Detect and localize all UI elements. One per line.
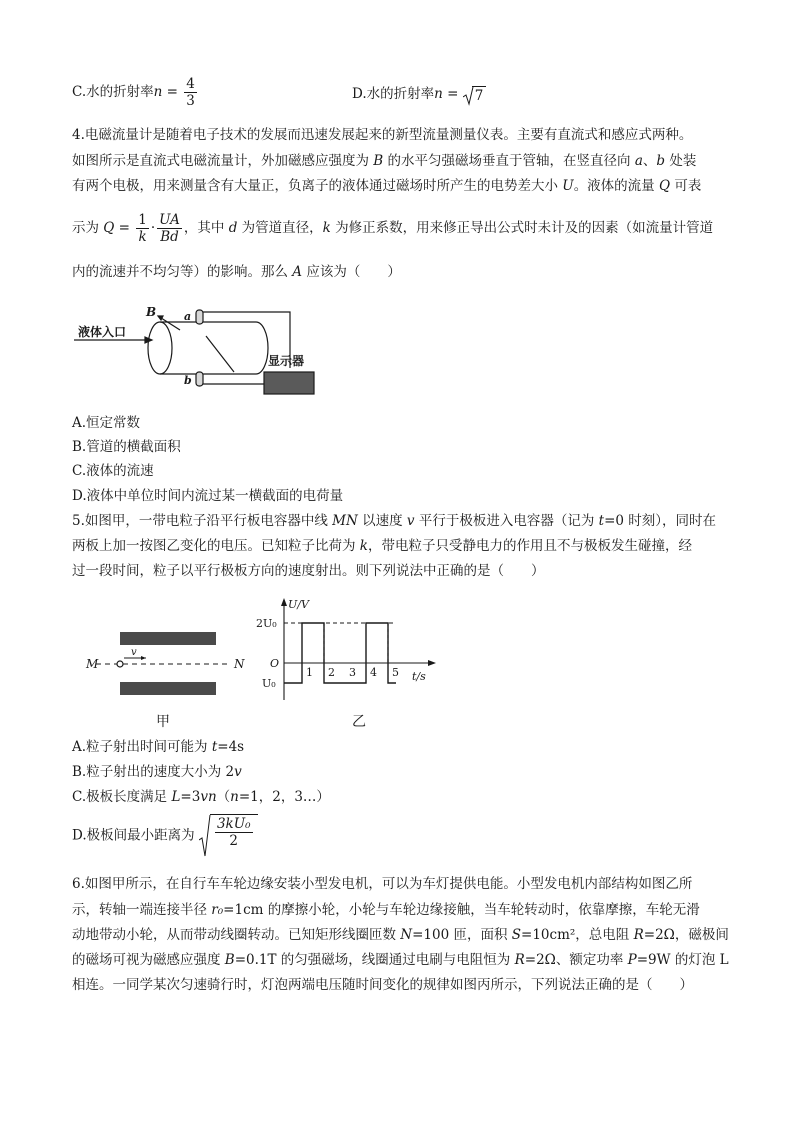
q4-line-2: 如图所示是直流式电磁流量计，外加磁感应强度为 B 的水平匀强磁场垂直于管轴，在竖直径向 a、b 处装	[72, 153, 697, 169]
q6-line-5: 相连。一同学某次匀速骑行时，灯泡两端电压随时间变化的规律如图丙所示，下列说法正确的是（ ）	[72, 977, 693, 993]
q4-line-4: 示为 Q = $\frac{1}{k}$ · $\frac{UA}{Bd}$ ，其中 d 为管道直径，k 为修正系数，用来修正导出公式时未计及的因素（如流量计管道	[72, 212, 714, 245]
q5-option-c: C.极板长度满足 L=3vn（n=1，2，3…）	[72, 789, 330, 805]
pipe-diagonal	[206, 336, 234, 372]
sqrt-3kU0-over-2: $\frac{\text{3kU₀}}{2}$	[199, 814, 258, 858]
tick-label-2: 2	[328, 666, 335, 679]
label-jia: 甲	[156, 714, 170, 728]
tick-label-1: 1	[306, 666, 313, 679]
sqrt-7: 7	[463, 86, 487, 104]
q6-line-4: 的磁场可视为磁感应强度 B=0.1T 的匀强磁场，线圈通过电刷与电阻恒为 R=2Ω、额定功率 P=9W 的灯泡 L	[72, 952, 729, 968]
pipe-outlet-arc	[256, 322, 268, 374]
fraction-UA-Bd: $\frac{UA}{Bd}$	[159, 212, 180, 245]
pipe-inlet-ellipse	[148, 322, 172, 374]
q4-line-1: 4.电磁流量计是随着电子技术的发展而迅速发展起来的新型流量测量仪表。主要有直流式和感应式两种。	[72, 127, 693, 143]
q4-option-d: D.液体中单位时间内流过某一横截面的电荷量	[72, 488, 344, 504]
tick-label-4: 4	[370, 666, 377, 679]
label-display: 显示器	[268, 354, 305, 368]
label-inlet: 液体入口	[78, 325, 127, 339]
label-yi: 乙	[352, 714, 366, 730]
q6-line-3: 动地带动小轮，从而带动线圈转动。已知矩形线圈匝数 N=100 匝，面积 S=10cm²，总电阻 R=2Ω，磁极间	[72, 927, 729, 943]
label-U0: U₀	[262, 677, 276, 690]
q6-line-2: 示，转轴一端连接半径 r₀=1cm 的摩擦小轮，小轮与车轮边缘接触，当车轮转动时，依靠摩擦，车轮无滑	[72, 902, 700, 918]
label-UV: U/V	[288, 598, 309, 611]
tick-label-5: 5	[392, 666, 399, 679]
label-a: a	[184, 310, 192, 323]
label-v: v	[131, 647, 137, 658]
q5-line-2: 两板上加一按图乙变化的电压。已知粒子比荷为 k，带电粒子只受静电力的作用且不与极板发生碰撞，经	[72, 538, 692, 554]
q4-option-c: C.液体的流速	[72, 463, 154, 479]
square-wave	[284, 623, 396, 683]
fraction-1-k: $\frac{1}{k}$	[138, 212, 147, 245]
q3-option-d: D.水的折射率n = 7	[352, 82, 486, 104]
q5-line-1: 5.如图甲，一带电粒子沿平行板电容器中线 MN 以速度 v 平行于极板进入电容器（记为 t=0 时刻），同时在	[72, 513, 717, 529]
electrode-b	[196, 372, 203, 386]
q6-line-1: 6.如图甲所示，在自行车车轮边缘安装小型发电机，可以为车灯提供电能。小型发电机内部结构如图乙所	[72, 876, 693, 892]
capacitor-bottom-plate	[120, 682, 216, 695]
capacitor-top-plate	[120, 632, 216, 645]
q5-line-3: 过一段时间，粒子以平行极板方向的速度射出。则下列说法中正确的是（ ）	[72, 563, 545, 579]
label-N: N	[234, 657, 245, 671]
q5-option-d: D.极板间最小距离为 $\frac{\text{3kU₀}}{2}$	[72, 814, 258, 858]
flowmeter-figure	[72, 292, 332, 404]
q5-option-a: A.粒子射出时间可能为 t=4s	[72, 739, 245, 755]
capacitor-figure	[84, 628, 260, 728]
fraction-4-3: $\frac{4}{3}$	[186, 76, 195, 109]
label-ts: t/s	[412, 670, 426, 683]
label-2U0: 2U₀	[256, 617, 277, 630]
q4-line-5: 内的流速并不均匀等）的影响。那么 A 应该为（ ）	[72, 264, 401, 280]
display-box	[264, 372, 314, 394]
electrode-a	[196, 310, 203, 324]
label-B: B	[146, 305, 157, 319]
q3-option-c: C.水的折射率n = $\frac{4}{3}$	[72, 76, 195, 109]
tick-label-3: 3	[349, 666, 356, 679]
q4-line-3: 有两个电极，用来测量含有大量正，负离子的液体通过磁场时所产生的电势差大小 U。液体的流量 Q 可表	[72, 178, 702, 194]
voltage-figure	[256, 592, 452, 732]
label-O: O	[270, 657, 280, 670]
q5-option-b: B.粒子射出的速度大小为 2v	[72, 764, 242, 780]
label-b: b	[184, 374, 192, 387]
q4-option-a: A.恒定常数	[72, 415, 141, 431]
particle	[117, 661, 123, 667]
q4-option-b: B.管道的横截面积	[72, 439, 181, 455]
label-M: M	[86, 657, 99, 671]
